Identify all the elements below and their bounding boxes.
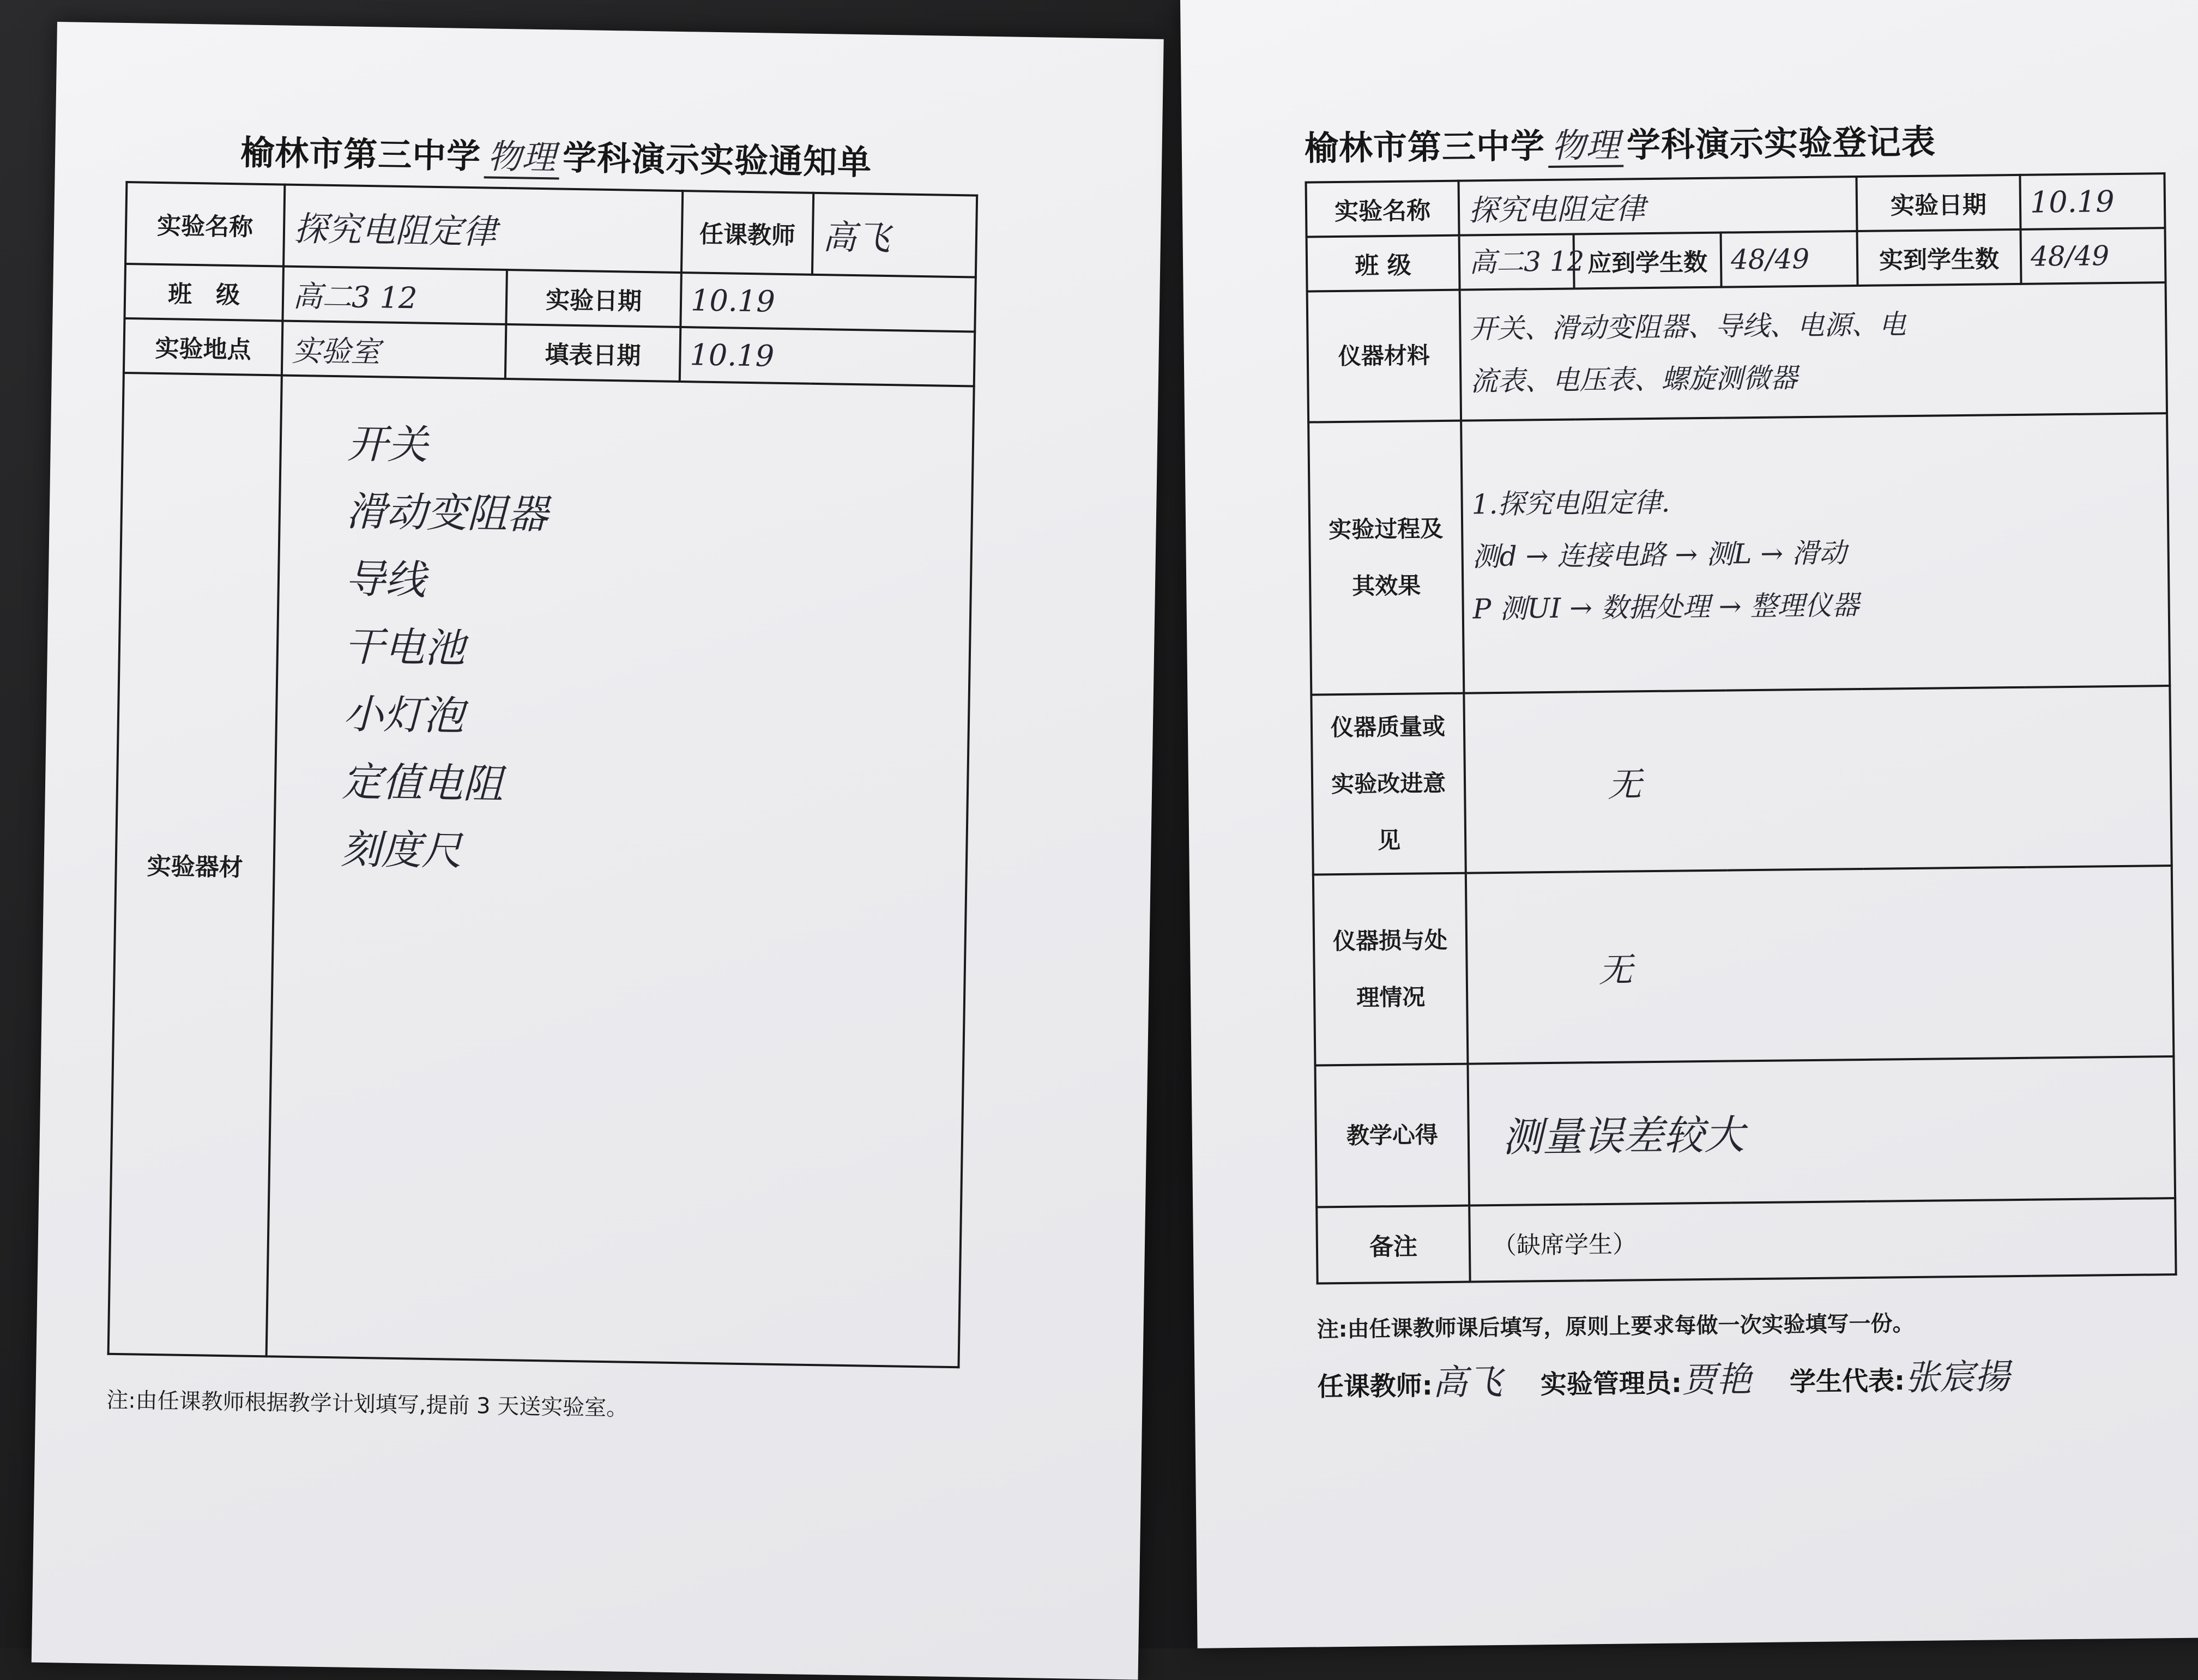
equipment-item: 导线 xyxy=(345,555,426,604)
label-class: 班 级 xyxy=(124,264,283,321)
label-signature-teacher: 任课教师: xyxy=(1317,1370,1433,1403)
label-experiment-date: 实验日期 xyxy=(1856,175,2020,231)
label-signature-admin: 实验管理员: xyxy=(1540,1368,1682,1400)
register-sheet xyxy=(1180,0,2198,1648)
value-fill-date: 10.19 xyxy=(690,337,775,373)
value-experiment-date: 10.19 xyxy=(690,282,776,319)
label-teacher: 任课教师 xyxy=(681,191,813,275)
value-quality: 无 xyxy=(1607,764,1642,805)
label-instruments: 仪器材料 xyxy=(1307,290,1461,422)
label-actual-students: 实到学生数 xyxy=(1857,229,2021,286)
notice-subject: 物理 xyxy=(484,136,560,179)
register-row-class xyxy=(1307,228,2166,291)
equipment-item: 小灯泡 xyxy=(342,691,464,740)
notice-footnote: 注:由任课教师根据教学计划填写,提前 3 天送实验室。 xyxy=(106,1387,629,1421)
value-actual-students: 48/49 xyxy=(2030,240,2110,273)
notice-title xyxy=(240,125,872,184)
register-row-remarks xyxy=(1317,1198,2176,1283)
equipment-item: 定值电阻 xyxy=(341,758,504,808)
label-remarks: 备注 xyxy=(1317,1206,1470,1284)
register-row-instruments xyxy=(1307,282,2167,422)
register-row-name xyxy=(1306,173,2165,237)
label-experiment-name: 实验名称 xyxy=(125,182,285,267)
value-instruments-line2: 流表、电压表、螺旋测微器 xyxy=(1470,362,1798,397)
register-row-process xyxy=(1308,413,2170,694)
value-damage: 无 xyxy=(1598,949,1633,990)
register-row-quality xyxy=(1311,686,2171,874)
value-process-line3: P 测UI → 数据处理 → 整理仪器 xyxy=(1472,589,1859,625)
notice-row-equipment xyxy=(108,373,974,1367)
value-process-line1: 1.探究电阻定律. xyxy=(1471,486,1670,521)
signature-row xyxy=(1317,1348,2048,1406)
notice-sheet xyxy=(32,22,1164,1680)
label-quality: 仪器质量或实验改进意见 xyxy=(1311,693,1465,875)
equipment-item: 干电池 xyxy=(343,623,466,672)
notice-title-prefix: 榆林市第三中学 xyxy=(240,132,481,177)
value-experiment-name: 探究电阻定律 xyxy=(1468,191,1646,227)
value-instruments-line1: 开关、滑动变阻器、导线、电源、电 xyxy=(1470,309,1906,345)
register-title-prefix: 榆林市第三中学 xyxy=(1304,126,1545,168)
equipment-item: 刻度尺 xyxy=(340,826,462,875)
value-class: 高二3 12 xyxy=(1469,245,1585,279)
value-class: 高二3 12 xyxy=(292,279,418,315)
register-footnote: 注:由任课教师课后填写，原则上要求每做一次实验填写一份。 xyxy=(1317,1311,1915,1343)
label-insight: 教学心得 xyxy=(1315,1064,1469,1207)
register-row-damage xyxy=(1313,866,2174,1065)
value-experiment-name: 探究电阻定律 xyxy=(293,208,497,252)
label-damage: 仪器损与处理情况 xyxy=(1313,873,1468,1066)
label-experiment-name: 实验名称 xyxy=(1306,181,1459,237)
equipment-list xyxy=(275,377,973,893)
signature-student: 张宸揚 xyxy=(1904,1357,2010,1399)
register-title xyxy=(1304,115,1936,170)
notice-table xyxy=(107,181,979,1368)
label-class: 班 级 xyxy=(1307,235,1460,292)
notice-row-name xyxy=(125,182,977,277)
value-process-line2: 测d → 连接电路 → 测L → 滑动 xyxy=(1472,537,1847,573)
value-location: 实验室 xyxy=(292,333,381,369)
value-teacher: 高飞 xyxy=(822,216,891,258)
label-fill-date: 填表日期 xyxy=(505,324,681,382)
label-expected-students: 应到学生数 xyxy=(1574,233,1722,289)
register-table xyxy=(1305,172,2177,1284)
value-experiment-date: 10.19 xyxy=(2030,184,2115,220)
equipment-item: 开关 xyxy=(347,420,428,469)
signature-admin: 贾艳 xyxy=(1681,1359,1752,1401)
value-insight: 测量误差较大 xyxy=(1502,1111,1745,1161)
value-expected-students: 48/49 xyxy=(1730,243,1810,276)
label-experiment-date: 实验日期 xyxy=(506,270,681,327)
equipment-item: 滑动变阻器 xyxy=(346,488,548,539)
register-title-suffix: 学科演示实验登记表 xyxy=(1626,122,1936,165)
label-location: 实验地点 xyxy=(124,318,283,376)
label-equipment: 实验器材 xyxy=(108,373,282,1356)
register-row-insight xyxy=(1315,1056,2175,1207)
signature-teacher: 高飞 xyxy=(1432,1362,1503,1404)
value-remarks: （缺席学生） xyxy=(1492,1230,1637,1260)
label-process: 实验过程及其效果 xyxy=(1308,421,1464,695)
notice-title-suffix: 学科演示实验通知单 xyxy=(562,137,872,183)
label-signature-student: 学生代表: xyxy=(1789,1365,1905,1398)
register-subject: 物理 xyxy=(1548,125,1623,168)
